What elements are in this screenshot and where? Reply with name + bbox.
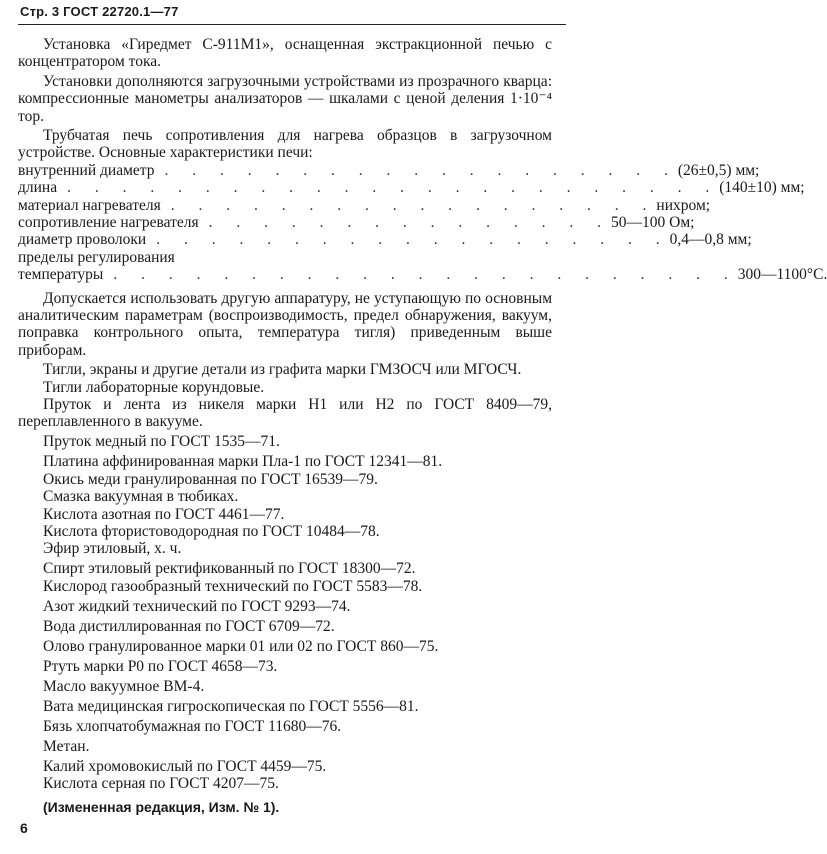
list-item: Смазка вакуумная в тюбиках.	[43, 488, 239, 506]
paragraph-loading-devices: Установки дополняются загрузочными устройствами из прозрачного кварца: компрессионные манометры анализаторов — шкалами с ценой деления 1·10⁻⁴ тор.	[18, 72, 552, 125]
spec-name: сопротивление нагревателя	[18, 214, 199, 232]
leader-dots: . . . . . . . . . . . . . . . . . . .	[156, 231, 670, 249]
list-item: Калий хромовокислый по ГОСТ 4459—75.	[43, 757, 327, 775]
spec-name: длина	[18, 179, 58, 197]
list-item: Метан.	[43, 737, 90, 755]
paragraph-crucibles-graphite: Тигли, экраны и другие детали из графита марки ГМЗОСЧ или МГОСЧ.	[43, 361, 522, 379]
list-item: Масло вакуумное ВМ-4.	[43, 677, 205, 695]
page-number: 6	[20, 820, 28, 836]
spec-value: (140±10) мм;	[719, 179, 805, 197]
list-item: Спирт этиловый ректификованный по ГОСТ 18300—72.	[43, 560, 416, 578]
spec-name: внутренний диаметр	[18, 161, 155, 179]
document-body	[18, 36, 827, 816]
spec-value: 50—100 Ом;	[611, 214, 695, 232]
spec-row	[18, 179, 805, 197]
leader-dots: . . . . . . . . . . . . . . . . . . .	[164, 161, 678, 179]
list-item: Ртуть марки Р0 по ГОСТ 4658—73.	[43, 657, 278, 675]
list-item: Тигли лабораторные корундовые.	[43, 378, 265, 396]
list-item: Платина аффинированная марки Пла-1 по ГОСТ 12341—81.	[43, 453, 443, 471]
spec-name-line2: температуры	[18, 266, 104, 284]
leader-dots: . . . . . . . . . . . . . . . . . . . . . . . .	[67, 179, 720, 197]
paragraph-alternative-equipment: Допускается использовать другую аппаратуру, не уступающую по основным аналитическим параметрам (воспроизводимость, предел обнаружения, вакуум, поправка контрольного опыта, температура тигля) приведенным выше приборам.	[18, 289, 552, 359]
furnace-spec-list	[18, 161, 827, 284]
header-rule	[18, 24, 566, 25]
list-item: Окись меди гранулированная по ГОСТ 16539—79.	[43, 470, 378, 488]
amendment-note: (Измененная редакция, Изм. № 1).	[43, 798, 280, 815]
materials-list	[18, 379, 552, 793]
list-item: Вата медицинская гигроскопическая по ГОСТ 5556—81.	[43, 697, 419, 715]
spec-row	[18, 196, 711, 214]
list-item: Кислота фтористоводородная по ГОСТ 10484—78.	[43, 523, 380, 541]
page-header: Стр. 3 ГОСТ 22720.1—77	[20, 4, 179, 19]
spec-row	[18, 214, 695, 232]
leader-dots: . . . . . . . . . . . . . . . . . .	[170, 196, 657, 214]
spec-row	[18, 161, 760, 179]
list-item: Пруток медный по ГОСТ 1535—71.	[43, 433, 280, 451]
spec-row	[18, 249, 552, 266]
spec-value: (26±0,5) мм;	[677, 161, 760, 179]
spec-name: диаметр проволоки	[18, 231, 147, 249]
spec-value: нихром;	[656, 196, 711, 214]
spec-value: 300—1100°С.	[737, 266, 827, 284]
list-item: Эфир этиловый, х. ч.	[43, 540, 182, 558]
leader-dots: . . . . . . . . . . . . . . .	[208, 214, 612, 232]
paragraph-furnace: Трубчатая печь сопротивления для нагрева образцов в загрузочном устройстве. Основные характеристики печи:	[18, 127, 552, 162]
spec-value: 0,4—0,8 мм;	[669, 231, 752, 249]
list-item: Олово гранулированное марки 01 или 02 по ГОСТ 860—75.	[43, 637, 439, 655]
list-item: Бязь хлопчатобумажная по ГОСТ 11680—76.	[43, 717, 342, 735]
spec-name-line1: пределы регулирования	[18, 248, 175, 266]
leader-dots: . . . . . . . . . . . . . . . . . . . . . . .	[113, 266, 738, 284]
list-item: Вода дистиллированная по ГОСТ 6709—72.	[43, 617, 335, 635]
list-item: Кислород газообразный технический по ГОСТ 5583—78.	[43, 577, 423, 595]
list-item: Кислота азотная по ГОСТ 4461—77.	[43, 505, 285, 523]
paragraph-installation: Установка «Гиредмет С-911М1», оснащенная экстракционной печью с концентратором тока.	[18, 36, 552, 71]
spec-row	[18, 231, 752, 249]
list-item: Азот жидкий технический по ГОСТ 9293—74.	[43, 597, 351, 615]
list-item: Кислота серная по ГОСТ 4207—75.	[43, 775, 279, 793]
spec-row	[18, 266, 827, 284]
spec-name: материал нагревателя	[18, 196, 161, 214]
list-item: Пруток и лента из никеля марки Н1 или Н2 по ГОСТ 8409—79, переплавленного в вакууме.	[18, 396, 552, 431]
